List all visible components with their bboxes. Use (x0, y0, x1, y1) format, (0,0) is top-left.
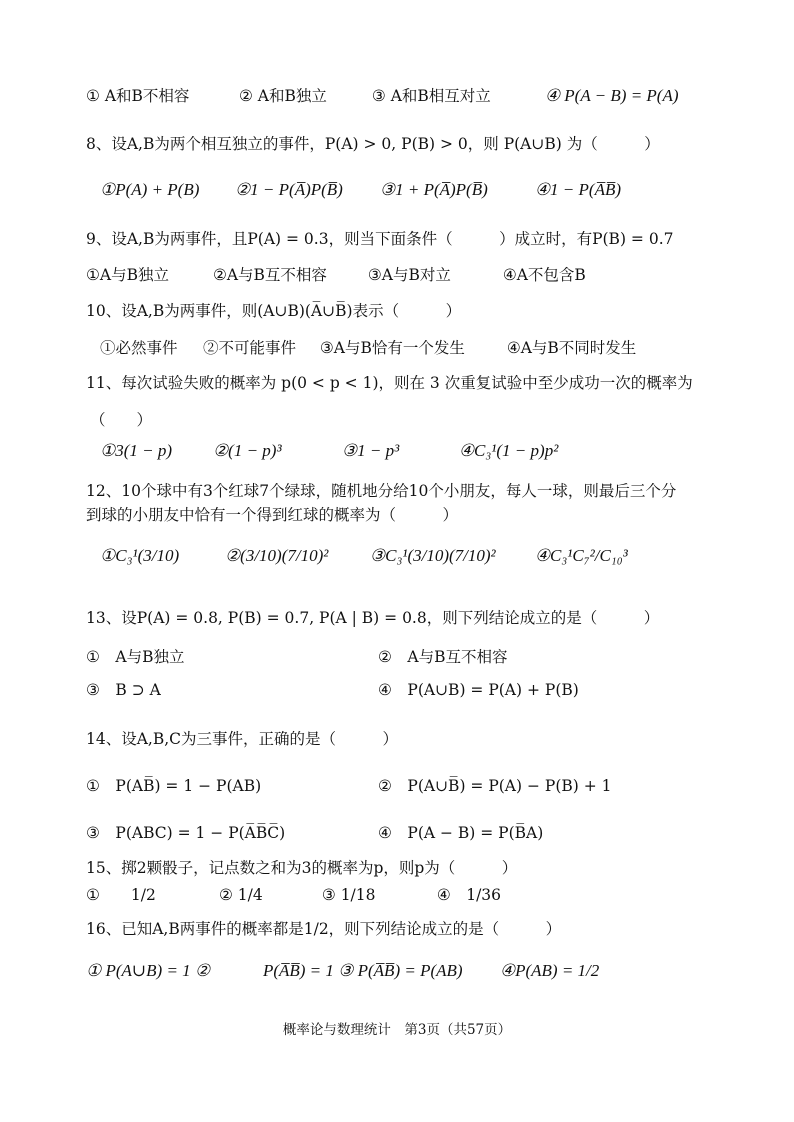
q8-options (100, 180, 621, 200)
q16-option-2-3: P(A̅B̅) = 1 ③ P(A̅B̅) = P(AB) (262, 961, 463, 980)
q16-option-4: ④P(AB) = 1/2 (499, 961, 600, 980)
q9-option-1: ①A与B独立 (86, 266, 169, 284)
q15-options (86, 883, 501, 905)
q11-option-1: ①3(1 − p) (100, 441, 173, 460)
q16-stem: 16、已知A,B两事件的概率都是1/2，则下列结论成立的是（ ） (86, 920, 562, 938)
q15-option-1: ① 1/2 (86, 886, 156, 904)
q14-option-3: ③ P(ABC) = 1 − P(A̅B̅C̅) (86, 824, 286, 842)
q12-option-3: ③C₃¹(3/10)(7/10)² (369, 546, 496, 565)
q8-stem: 8、设A,B为两个相互独立的事件，P(A) > 0, P(B) > 0，则 P(A∪B) 为（ ） (86, 135, 660, 153)
q9-option-2: ②A与B互不相容 (212, 266, 327, 284)
q7-options (86, 84, 679, 106)
q12-option-4: ④C₃¹C₇²/C₁₀³ (534, 546, 628, 565)
q8-option-1: ①P(A) + P(B) (100, 180, 200, 199)
q14-option-2: ② P(A∪B̅) = P(A) − P(B) + 1 (378, 777, 612, 795)
q8-option-3: ③1 + P(A̅)P(B̅) (379, 180, 488, 199)
q13-stem: 13、设P(A) = 0.8, P(B) = 0.7, P(A | B) = 0.8，则下列结论成立的是（ ） (86, 609, 660, 627)
q15-option-3: ③ 1/18 (321, 886, 376, 904)
q10-option-3: ③A与B恰有一个发生 (319, 339, 465, 357)
q13-option-4: ④ P(A∪B) = P(A) + P(B) (378, 681, 579, 699)
q16-options (86, 961, 599, 981)
q13-option-3: ③ B ⊃ A (86, 681, 161, 699)
q8-option-2: ②1 − P(A̅)P(B̅) (234, 180, 343, 199)
q7-option-3: ③ A和B相互对立 (371, 87, 491, 105)
q15-option-4: ④ 1/36 (436, 886, 502, 904)
q8-option-4: ④1 − P(A̅B̅) (534, 180, 621, 199)
q11-option-2: ②(1 − p)³ (212, 441, 282, 460)
q12-stem-line1: 12、10个球中有3个红球7个绿球，随机地分给10个小朋友，每人一球，则最后三个分 (86, 482, 677, 500)
q9-option-4: ④A不包含B (502, 266, 586, 284)
q14-option-1: ① P(AB̅) = 1 − P(AB) (86, 777, 262, 795)
q7-option-4: ④ P(A − B) = P(A) (544, 86, 679, 105)
q15-stem: 15、掷2颗骰子，记点数之和为3的概率为p，则p为（ ） (86, 859, 518, 877)
q9-options (86, 263, 586, 285)
q12-option-1: ①C₃¹(3/10) (100, 546, 180, 565)
q16-option-1: ① P(A∪B) = 1 ② (86, 961, 211, 980)
q11-option-3: ③1 − p³ (341, 441, 400, 460)
q12-options (100, 546, 628, 566)
q9-stem: 9、设A,B为两事件，且P(A) = 0.3，则当下面条件（ ）成立时，有P(B) = 0.7 (86, 230, 674, 248)
q11-options (100, 441, 558, 461)
q10-stem: 10、设A,B为两事件，则(A∪B)(A̅∪B̅)表示（ ） (86, 302, 462, 320)
q11-stem: 11、每次试验失败的概率为 p(0 < p < 1)，则在 3 次重复试验中至少成功一次的概率为 (86, 374, 693, 392)
q9-option-3: ③A与B对立 (367, 266, 451, 284)
q12-option-2: ②(3/10)(7/10)² (224, 546, 329, 565)
q14-stem: 14、设A,B,C为三事件，正确的是（ ） (86, 730, 399, 748)
q14-option-4: ④ P(A − B) = P(B̅A) (378, 824, 544, 842)
q10-option-2: ②不可能事件 (202, 339, 296, 357)
q10-option-4: ④A与B不同时发生 (506, 339, 637, 357)
q10-options (100, 336, 636, 358)
q7-option-2: ② A和B独立 (238, 87, 327, 105)
q12-stem-line2: 到球的小朋友中恰有一个得到红球的概率为（ ） (86, 506, 459, 524)
q11-blank: （ ） (90, 411, 153, 429)
q10-option-1: ①必然事件 (100, 339, 178, 357)
q13-option-1: ① A与B独立 (86, 648, 185, 666)
q7-option-1: ① A和B不相容 (86, 87, 190, 105)
page-footer: 概率论与数理统计 第3页（共57页） (282, 1022, 512, 1038)
q11-option-4: ④C₃¹(1 − p)p² (458, 441, 559, 460)
q13-option-2: ② A与B互不相容 (378, 648, 508, 666)
q15-option-2: ② 1/4 (218, 886, 263, 904)
